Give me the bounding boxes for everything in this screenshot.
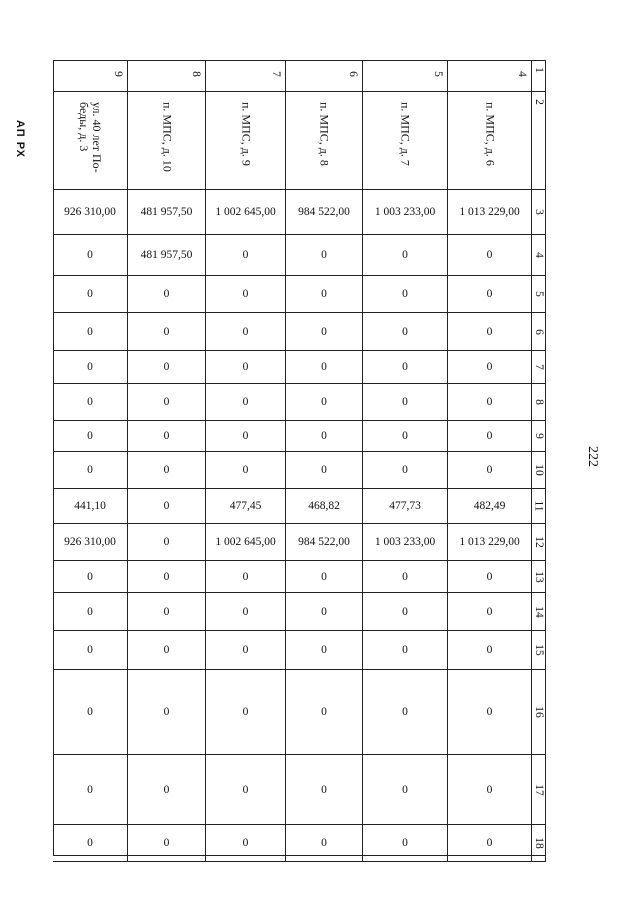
- table-cell: [286, 313, 363, 351]
- table-cell: [363, 190, 448, 235]
- table-cell: [363, 631, 448, 670]
- row-number-cell: [532, 561, 546, 593]
- archive-mark: АП РХ: [14, 120, 26, 159]
- row-number-cell: [532, 190, 546, 235]
- table-cell: [206, 276, 286, 313]
- table-cell: [363, 384, 448, 421]
- table-cell: [128, 384, 206, 421]
- row-number-cell: [532, 384, 546, 421]
- col-number: 5: [432, 71, 445, 77]
- address-cell: [206, 92, 286, 190]
- row-number-cell: [532, 670, 546, 755]
- cell-value: 0: [87, 430, 93, 442]
- table-cell: [206, 755, 286, 825]
- cell-value: 0: [321, 644, 327, 656]
- table-cell: [448, 421, 532, 452]
- cell-value: 0: [242, 605, 249, 618]
- col-number: 8: [190, 71, 203, 77]
- table-cell: [363, 489, 448, 524]
- cell-value: 0: [321, 430, 327, 442]
- address-cell: [286, 92, 363, 190]
- cell-value: 0: [321, 325, 327, 338]
- table-cell: [363, 421, 448, 452]
- table-cell: [286, 452, 363, 489]
- table-cell: [53, 276, 128, 313]
- table-cell: [53, 755, 128, 825]
- row-number-cell: [532, 489, 546, 524]
- row-number: 12: [532, 536, 545, 548]
- cell-value: 0: [163, 325, 170, 338]
- row-number-cell: [532, 60, 546, 92]
- col-number-cell: [128, 60, 206, 92]
- table-cell: [128, 593, 206, 631]
- cell-value: 0: [402, 464, 408, 476]
- cell-value: 0: [486, 288, 493, 300]
- cell-value: 0: [163, 783, 170, 796]
- table-cell: [448, 452, 532, 489]
- table-cell: [286, 351, 363, 384]
- table-cell: [448, 313, 532, 351]
- cell-value: 0: [486, 430, 493, 442]
- cell-value: 0: [87, 249, 93, 261]
- table-cell: [53, 235, 128, 276]
- row-number-cell: [532, 351, 546, 384]
- cell-value: 0: [486, 361, 493, 373]
- row-number: 15: [532, 644, 545, 656]
- table-cell: [448, 561, 532, 593]
- table-cell: [448, 755, 532, 825]
- table-cell: [286, 489, 363, 524]
- table-cell: [363, 755, 448, 825]
- cell-value: 0: [321, 361, 327, 373]
- cell-value: 0: [87, 837, 93, 849]
- col-number: 4: [516, 71, 529, 77]
- cell-value: 441,10: [74, 500, 106, 512]
- table-cell: [128, 351, 206, 384]
- cell-value: 0: [321, 783, 327, 796]
- col-number-cell: [206, 60, 286, 92]
- address-cell: [448, 92, 532, 190]
- table-cell: [128, 524, 206, 561]
- cell-value: 0: [163, 361, 170, 373]
- table-cell: [286, 235, 363, 276]
- cell-value: 0: [87, 706, 93, 718]
- row-number-cell: [532, 276, 546, 313]
- table-cell: [206, 593, 286, 631]
- table-cell: [53, 631, 128, 670]
- table-cell: [286, 190, 363, 235]
- table-cell: [448, 190, 532, 235]
- cell-value: 0: [163, 430, 170, 442]
- table-cell: [128, 825, 206, 862]
- table-cell: [448, 825, 532, 862]
- cell-value: 468,82: [308, 500, 340, 512]
- table-cell: [286, 276, 363, 313]
- table-cell: [206, 190, 286, 235]
- cell-value: 0: [486, 605, 493, 618]
- row-number: 5: [532, 291, 545, 297]
- table-cell: [448, 351, 532, 384]
- table-cell: [53, 452, 128, 489]
- table-cell: [286, 593, 363, 631]
- cell-value: 0: [242, 464, 249, 476]
- table-cell: [128, 561, 206, 593]
- row-number-cell: [532, 421, 546, 452]
- cell-value: 1 003 233,00: [374, 206, 436, 218]
- cell-value: 0: [486, 644, 493, 656]
- cell-value: 481 957,50: [140, 206, 193, 218]
- table-cell: [206, 524, 286, 561]
- table-cell: [286, 755, 363, 825]
- cell-value: 0: [242, 361, 249, 373]
- cell-value: 0: [163, 837, 170, 849]
- table-cell: [363, 825, 448, 862]
- table-cell: [286, 825, 363, 862]
- row-number: 11: [532, 500, 545, 512]
- address-cell: [363, 92, 448, 190]
- table-cell: [363, 235, 448, 276]
- table-cell: [363, 351, 448, 384]
- row-number-cell: [532, 452, 546, 489]
- table-cell: [128, 276, 206, 313]
- row-number: 17: [532, 783, 545, 796]
- cell-value: 0: [242, 783, 249, 796]
- cell-value: 0: [321, 249, 327, 261]
- cell-value: 0: [163, 706, 170, 718]
- data-table: [53, 60, 546, 856]
- cell-value: 0: [87, 570, 93, 583]
- page-number: 222: [585, 446, 600, 467]
- address-label: п. МПС, д. 8: [317, 101, 332, 166]
- cell-value: 0: [163, 570, 170, 583]
- cell-value: 0: [87, 783, 93, 796]
- cell-value: 0: [87, 288, 93, 300]
- cell-value: 0: [163, 605, 170, 618]
- cell-value: 0: [486, 837, 493, 849]
- cell-value: 0: [242, 644, 249, 656]
- col-number-cell: [448, 60, 532, 92]
- col-number: 7: [270, 71, 283, 77]
- cell-value: 0: [242, 249, 249, 261]
- row-number-cell: [532, 631, 546, 670]
- col-number-cell: [363, 60, 448, 92]
- table-cell: [53, 351, 128, 384]
- row-number: 13: [532, 570, 545, 583]
- address-label: ул. 40 лет По-беды, д. 3: [77, 101, 104, 173]
- cell-value: 0: [486, 249, 493, 261]
- table-cell: [128, 421, 206, 452]
- cell-value: 0: [242, 325, 249, 338]
- cell-value: 0: [402, 706, 408, 718]
- cell-value: 0: [402, 837, 408, 849]
- table-cell: [128, 755, 206, 825]
- table-cell: [448, 631, 532, 670]
- cell-value: 0: [242, 288, 249, 300]
- table-cell: [128, 670, 206, 755]
- cell-value: 0: [87, 464, 93, 476]
- cell-value: 0: [486, 570, 493, 583]
- table-cell: [286, 421, 363, 452]
- table-cell: [206, 489, 286, 524]
- address-label: п. МПС, д. 10: [160, 101, 174, 172]
- table-cell: [286, 670, 363, 755]
- cell-value: 0: [486, 396, 493, 408]
- row-number: 2: [532, 99, 545, 105]
- table-cell: [206, 421, 286, 452]
- cell-value: 0: [242, 570, 249, 583]
- cell-value: 0: [321, 706, 327, 718]
- cell-value: 0: [163, 644, 170, 656]
- cell-value: 0: [486, 325, 493, 338]
- table-cell: [206, 631, 286, 670]
- cell-value: 0: [87, 325, 93, 338]
- row-number: 16: [532, 706, 545, 718]
- table-cell: [448, 593, 532, 631]
- table-cell: [286, 524, 363, 561]
- row-number: 4: [532, 252, 545, 258]
- row-number-cell: [532, 92, 546, 190]
- table-cell: [206, 351, 286, 384]
- cell-value: 0: [87, 361, 93, 373]
- table-cell: [53, 190, 128, 235]
- table-cell: [286, 561, 363, 593]
- table-cell: [448, 489, 532, 524]
- row-number-cell: [532, 524, 546, 561]
- cell-value: 1 002 645,00: [215, 536, 276, 548]
- col-number-cell: [53, 60, 128, 92]
- table-cell: [53, 489, 128, 524]
- row-number: 14: [532, 605, 545, 618]
- table-cell: [53, 313, 128, 351]
- table-cell: [206, 670, 286, 755]
- row-number-cell: [532, 313, 546, 351]
- col-number: 9: [112, 71, 125, 77]
- col-number: 6: [347, 71, 360, 77]
- table-cell: [53, 421, 128, 452]
- table-cell: [206, 313, 286, 351]
- row-number-cell: [532, 593, 546, 631]
- row-number: 3: [532, 209, 545, 215]
- cell-value: 0: [163, 288, 170, 300]
- address-label: п. МПС, д. 9: [239, 101, 253, 166]
- table-cell: [206, 825, 286, 862]
- row-number: 7: [532, 364, 545, 370]
- cell-value: 477,45: [229, 500, 262, 512]
- cell-value: 0: [402, 396, 408, 408]
- address-label: п. МПС, д. 6: [483, 101, 497, 166]
- cell-value: 0: [87, 396, 93, 408]
- cell-value: 1 013 229,00: [459, 206, 520, 218]
- table-cell: [363, 452, 448, 489]
- table-cell: [206, 452, 286, 489]
- cell-value: 0: [242, 430, 249, 442]
- cell-value: 0: [242, 837, 249, 849]
- table-cell: [128, 631, 206, 670]
- cell-value: 0: [321, 396, 327, 408]
- table-cell: [448, 276, 532, 313]
- table-cell: [128, 452, 206, 489]
- table-cell: [448, 670, 532, 755]
- table-cell: [53, 561, 128, 593]
- table-cell: [128, 313, 206, 351]
- table-cell: [448, 384, 532, 421]
- table-cell: [286, 384, 363, 421]
- row-number: 18: [532, 837, 545, 849]
- cell-value: 0: [87, 605, 93, 618]
- table-cell: [53, 593, 128, 631]
- cell-value: 0: [321, 464, 327, 476]
- table-cell: [286, 631, 363, 670]
- cell-value: 0: [321, 288, 327, 300]
- address-cell: [53, 92, 128, 190]
- cell-value: 0: [402, 249, 408, 261]
- address-cell: [128, 92, 206, 190]
- row-number: 8: [532, 399, 545, 405]
- cell-value: 0: [163, 464, 170, 476]
- cell-value: 926 310,00: [64, 536, 116, 548]
- address-label: п. МПС, д. 7: [398, 101, 413, 166]
- cell-value: 0: [163, 396, 170, 408]
- table-cell: [363, 561, 448, 593]
- col-number-cell: [286, 60, 363, 92]
- row-number: 1: [532, 67, 545, 73]
- cell-value: 0: [402, 605, 408, 618]
- cell-value: 477,73: [389, 500, 421, 512]
- cell-value: 0: [87, 644, 93, 656]
- cell-value: 0: [321, 605, 327, 618]
- cell-value: 0: [402, 325, 408, 338]
- table-cell: [128, 489, 206, 524]
- cell-value: 0: [242, 396, 249, 408]
- cell-value: 1 013 229,00: [459, 536, 520, 548]
- table-cell: [53, 825, 128, 862]
- row-number-cell: [532, 755, 546, 825]
- cell-value: 984 522,00: [298, 206, 350, 218]
- cell-value: 0: [486, 706, 493, 718]
- cell-value: 0: [402, 430, 408, 442]
- row-number: 9: [532, 433, 545, 439]
- table-cell: [363, 524, 448, 561]
- cell-value: 482,49: [473, 500, 506, 512]
- cell-value: 0: [163, 500, 170, 512]
- row-number: 10: [532, 464, 545, 476]
- cell-value: 0: [321, 837, 327, 849]
- cell-value: 1 002 645,00: [215, 206, 276, 218]
- table-cell: [128, 235, 206, 276]
- cell-value: 0: [402, 783, 408, 796]
- table-cell: [448, 235, 532, 276]
- table-cell: [206, 561, 286, 593]
- cell-value: 0: [486, 464, 493, 476]
- table-cell: [363, 313, 448, 351]
- cell-value: 0: [402, 288, 408, 300]
- table-cell: [363, 670, 448, 755]
- table-cell: [206, 384, 286, 421]
- table-cell: [206, 235, 286, 276]
- cell-value: 0: [402, 644, 408, 656]
- cell-value: 0: [402, 570, 408, 583]
- cell-value: 0: [402, 361, 408, 373]
- table-cell: [363, 593, 448, 631]
- row-number: 6: [532, 328, 545, 335]
- row-number-cell: [532, 235, 546, 276]
- table-cell: [53, 670, 128, 755]
- cell-value: 926 310,00: [64, 206, 116, 218]
- cell-value: 0: [242, 706, 249, 718]
- table-cell: [363, 276, 448, 313]
- cell-value: 0: [486, 783, 493, 796]
- table-cell: [53, 384, 128, 421]
- cell-value: 984 522,00: [298, 536, 350, 548]
- cell-value: 1 003 233,00: [374, 536, 436, 548]
- cell-value: 0: [163, 536, 170, 548]
- table-cell: [128, 190, 206, 235]
- table-cell: [448, 524, 532, 561]
- cell-value: 481 957,50: [140, 249, 193, 261]
- row-number-cell: [532, 825, 546, 862]
- cell-value: 0: [321, 570, 327, 583]
- table-cell: [53, 524, 128, 561]
